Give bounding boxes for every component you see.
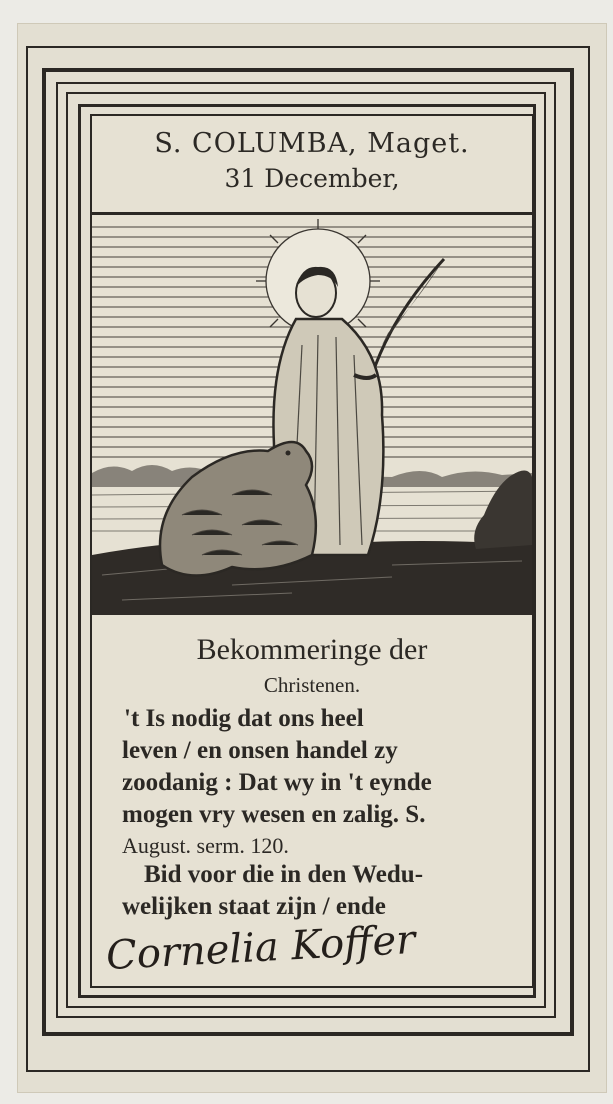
verse-title: Bekommeringe der (196, 633, 428, 666)
saint-name: S. COLUMBA, Maget. (154, 128, 470, 159)
verse-line: Bid voor die in den Wedu- (144, 861, 424, 888)
verse-line: zoodanig : Dat wy in 't eynde (122, 769, 432, 796)
header (92, 116, 532, 215)
verse-line: welijken staat zijn / ende (122, 893, 386, 920)
verse-line: August. serm. 120. (122, 833, 289, 858)
verse-line: leven / en onsen handel zy (122, 737, 398, 764)
feast-date: 31 December, (224, 164, 400, 193)
print-panel (90, 114, 534, 988)
verse-line: mogen vry wesen en zalig. S. (122, 801, 426, 828)
engraving-illustration (92, 215, 532, 615)
saint-with-bear-engraving (92, 215, 532, 615)
verse-subtitle: Christenen. (263, 673, 361, 697)
verse-line: 't Is nodig dat ons heel (124, 705, 364, 732)
verse-text (92, 621, 532, 986)
handwritten-signature: Cornelia Koffer (105, 916, 417, 980)
